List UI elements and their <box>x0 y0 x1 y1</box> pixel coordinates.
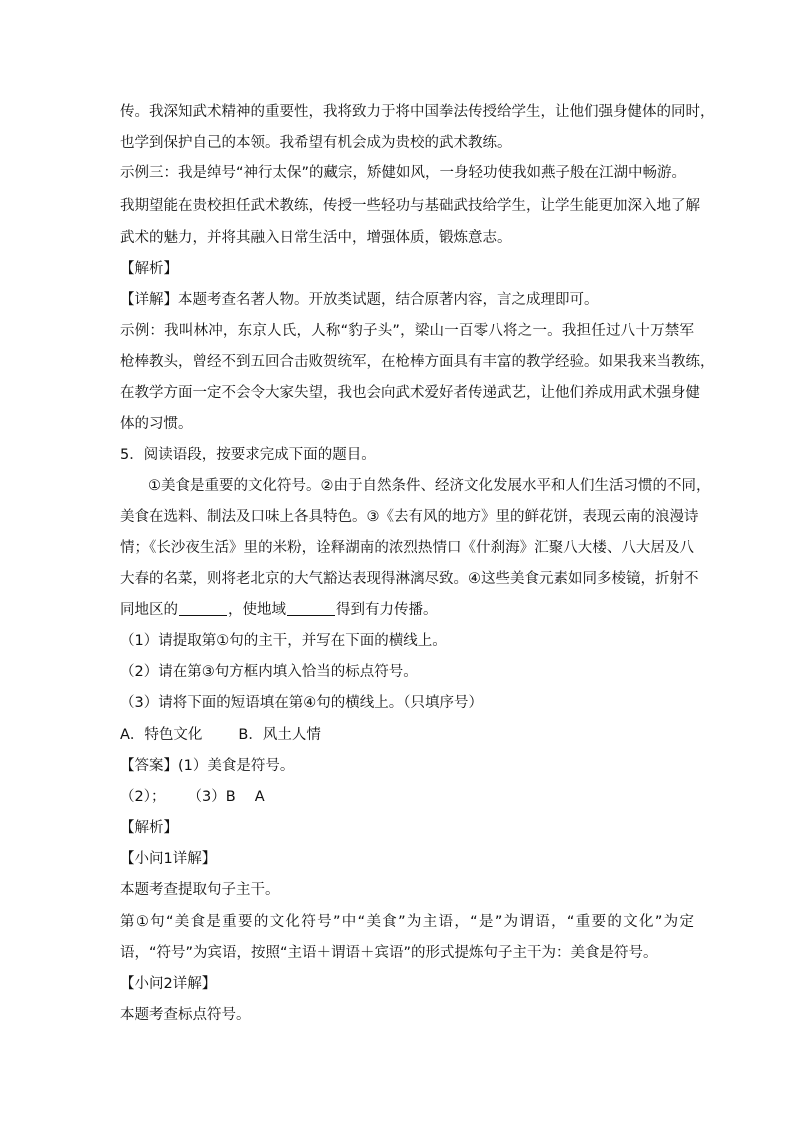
paragraph-line: 体的习惯。 <box>120 416 193 432</box>
question-heading: 5．阅读语段，按要求完成下面的题目。 <box>120 447 376 463</box>
passage-text: ，使地域 <box>228 602 286 618</box>
sub-question: （1）请提取第①句的主干，并写在下面的横线上。 <box>120 633 447 649</box>
paragraph-line: 本题考查提取句子主干。 <box>120 882 280 898</box>
paragraph-line: 在教学方面一定不会令大家失望，我也会向武术爱好者传递武艺，让他们养成用武术强身健 <box>120 385 700 401</box>
sub-question: （2）请在第③句方框内填入恰当的标点符号。 <box>120 664 418 680</box>
paragraph-line: 传。我深知武术精神的重要性，我将致力于将中国拳法传授给学生，让他们强身健体的同时， <box>120 104 715 120</box>
paragraph-line: 本题考查标点符号。 <box>120 1007 251 1023</box>
paragraph-line: 第①句“美食是重要的文化符号”中“美食”为主语，“是”为谓语，“重要的文化”为定 <box>120 914 694 930</box>
sub-question: （3）请将下面的短语填在第④句的横线上。（只填序号） <box>120 695 483 711</box>
passage-line: ①美食是重要的文化符号。②由于自然条件、经济文化发展水平和人们生活习惯的不同， <box>148 478 711 494</box>
options-line <box>120 725 694 745</box>
passage-text: 同地区的 <box>120 602 178 618</box>
paragraph-line: 我期望能在贵校担任武术教练，传授一些轻功与基础武技给学生，让学生能更加深入地了解 <box>120 198 700 214</box>
paragraph-line: 语，“符号”为宾语，按照“主语＋谓语＋宾语”的形式提炼句子主干为：美食是符号。 <box>120 945 658 961</box>
analysis-heading: 【解析】 <box>120 820 178 836</box>
detail-line: 【详解】本题考查名著人物。开放类试题，结合原著内容，言之成理即可。 <box>120 292 599 308</box>
sub-detail-heading: 【小问1详解】 <box>120 851 217 867</box>
passage-line: 情；《长沙夜生活》里的米粉，诠释湖南的浓烈热情口《什刹海》汇聚八大楼、八大居及八 <box>120 540 694 556</box>
answer-line <box>120 787 694 807</box>
fill-blank <box>179 601 227 616</box>
answer-line: 【答案】(1）美食是符号。 <box>120 758 295 774</box>
answer-part: （3）B A <box>187 789 265 805</box>
passage-line: 美食在选料、制法及口味上各具特色。③《去有风的地方》里的鲜花饼，表现云南的浪漫诗 <box>120 509 699 525</box>
paragraph-line: 也学到保护自己的本领。我希望有机会成为贵校的武术教练。 <box>120 135 512 151</box>
option-a: A．特色文化 <box>120 727 203 743</box>
passage-text: 得到有力传播。 <box>336 602 438 618</box>
fill-blank <box>287 601 335 616</box>
option-b: B．风土人情 <box>238 727 321 743</box>
sub-detail-heading: 【小问2详解】 <box>120 976 217 992</box>
analysis-heading: 【解析】 <box>120 261 178 277</box>
passage-line: 大春的名菜，则将老北京的大气豁达表现得淋漓尽致。④这些美食元素如同多棱镜，折射不 <box>120 571 699 587</box>
paragraph-line: 武术的魅力，并将其融入日常生活中，增强体质，锻炼意志。 <box>120 230 512 246</box>
answer-part: （2）； <box>120 789 166 805</box>
paragraph-line: 示例三：我是绰号“神行太保”的藏宗，矫健如风，一身轻功使我如燕子般在江湖中畅游。 <box>120 165 687 181</box>
paragraph-line: 枪棒教头，曾经不到五回合击败贺统军，在枪棒方面具有丰富的教学经验。如果我来当教练， <box>120 354 715 370</box>
passage-line-with-blanks <box>120 600 694 620</box>
paragraph-line: 示例：我叫林冲，东京人氏，人称“豹子头”，梁山一百零八将之一。我担任过八十万禁军 <box>120 323 694 339</box>
